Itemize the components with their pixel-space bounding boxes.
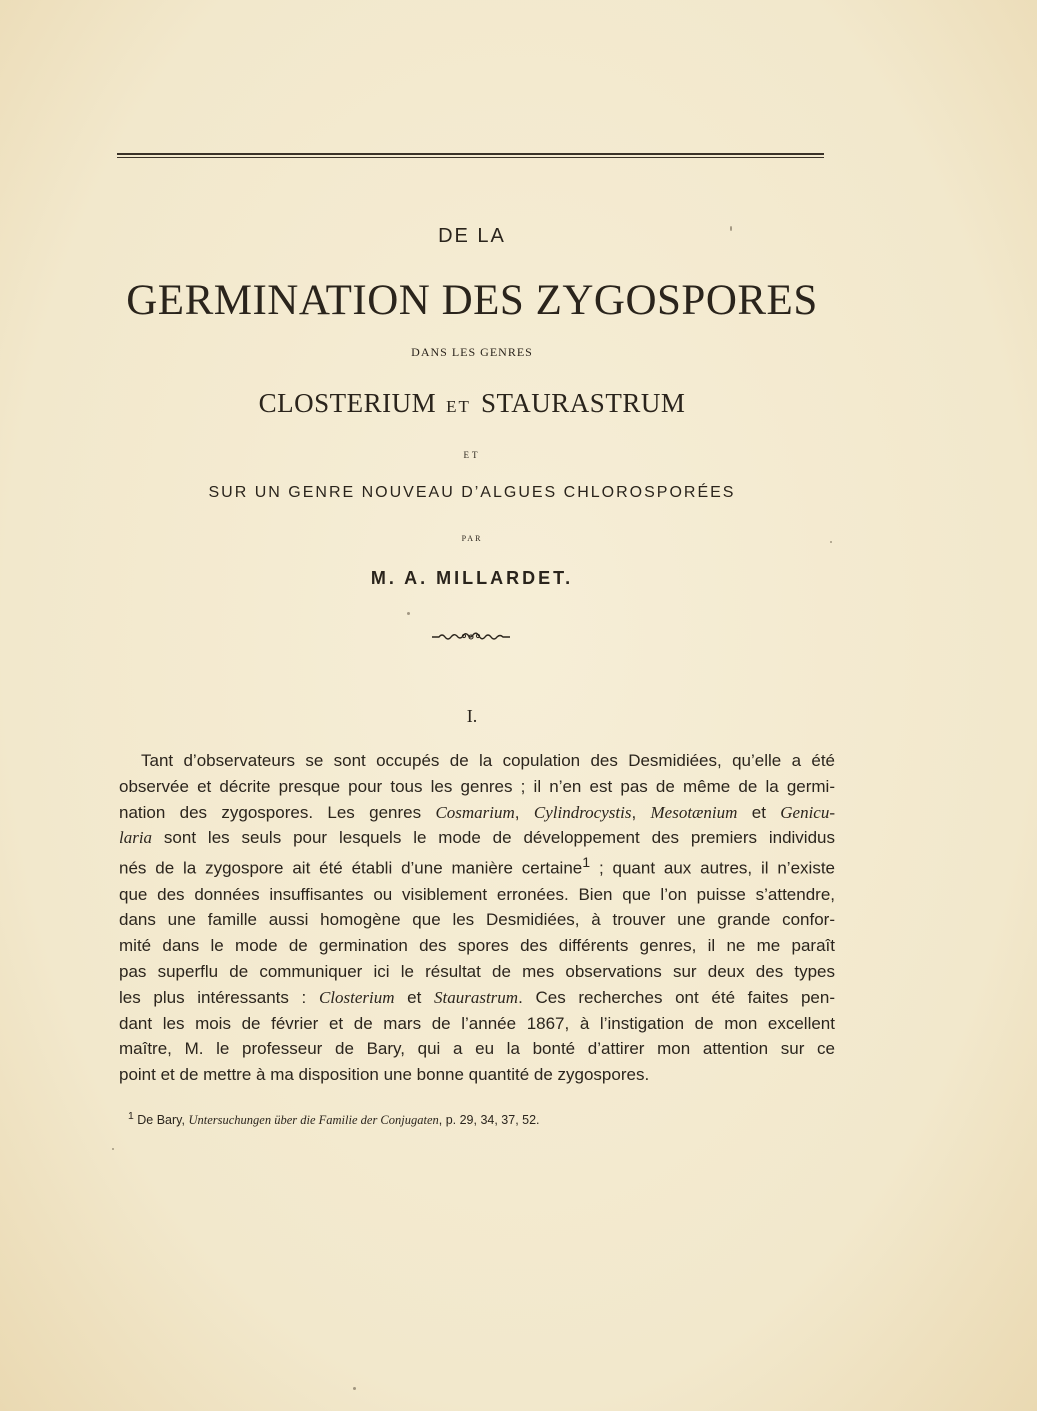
author-name: M. A. MILLARDET. [370,568,574,588]
text-line: nés de la zygospore ait été établi d’une manière certaine$^1$ ; quant aux autres, il n’existe [119,855,835,878]
genera-title [0,388,944,419]
paper-speck [353,1387,356,1390]
genus-staurastrum: STAURASTRUM [480,388,686,418]
text-line: nation des zygospores. Les genres Cosmarium, Cylindrocystis, Mesotænium et Genicu- [119,802,836,822]
footnote: $^1$ De Bary, Untersuchungen über die Familie der Conjugaten, p. 29, 34, 37, 52. [128,1111,540,1128]
dans-les-genres: DANS LES GENRES [411,345,533,359]
et-separator: ET [463,450,481,460]
genus-join: ET [446,397,471,416]
paper-speck [730,226,732,231]
text-line: maître, M. le professeur de Bary, qui a eu la bonté d’attirer mon attention sur ce [119,1039,835,1059]
paper-speck [407,612,410,615]
paper-speck [830,541,832,543]
paper-speck [112,1148,114,1150]
body-paragraph [119,748,835,1088]
pre-title: DE LA [438,225,506,247]
genus-closterium: CLOSTERIUM [258,388,437,418]
text-line: point et de mettre à ma disposition une bonne quantité de zygospores. [119,1065,650,1085]
decorative-flourish-icon [430,630,512,644]
text-line: dans une famille aussi homogène que les Desmidiées, à trouver une grande confor- [119,910,835,930]
text-line: laria sont les seuls pour lesquels le mode de développement des premiers individus [119,828,835,848]
top-double-rule [117,153,824,158]
footnote-marker: 1 [128,1111,134,1122]
section-number: I. [466,706,478,726]
subtitle: SUR UN GENRE NOUVEAU D’ALGUES CHLOROSPORÉES [208,484,736,501]
main-title: GERMINATION DES ZYGOSPORES [126,277,818,324]
par-label: PAR [461,534,483,543]
footnote-citation-title: Untersuchungen über die Familie der Conjugaten [188,1113,439,1128]
text-line: mité dans le mode de germination des spores des différents genres, il ne me paraît [119,936,835,956]
footnote-ref: 1 [582,855,591,872]
text-line: observée et décrite presque pour tous les genres ; il n’en est pas de même de la germi- [119,776,835,796]
text-line: Tant d’observateurs se sont occupés de la copulation des Desmidiées, qu’elle a été [141,751,835,770]
text-line: pas superflu de communiquer ici le résultat de mes observations sur deux des types [119,962,835,982]
text-line: que des données insuffisantes ou visiblement erronées. Bien que l’on puisse s’attendre, [119,884,835,904]
text-line: les plus intéressants : Closterium et Staurastrum. Ces recherches ont été faites pen- [119,987,835,1007]
text-line: dant les mois de février et de mars de l’année 1867, à l’instigation de mon excellent [119,1013,835,1033]
